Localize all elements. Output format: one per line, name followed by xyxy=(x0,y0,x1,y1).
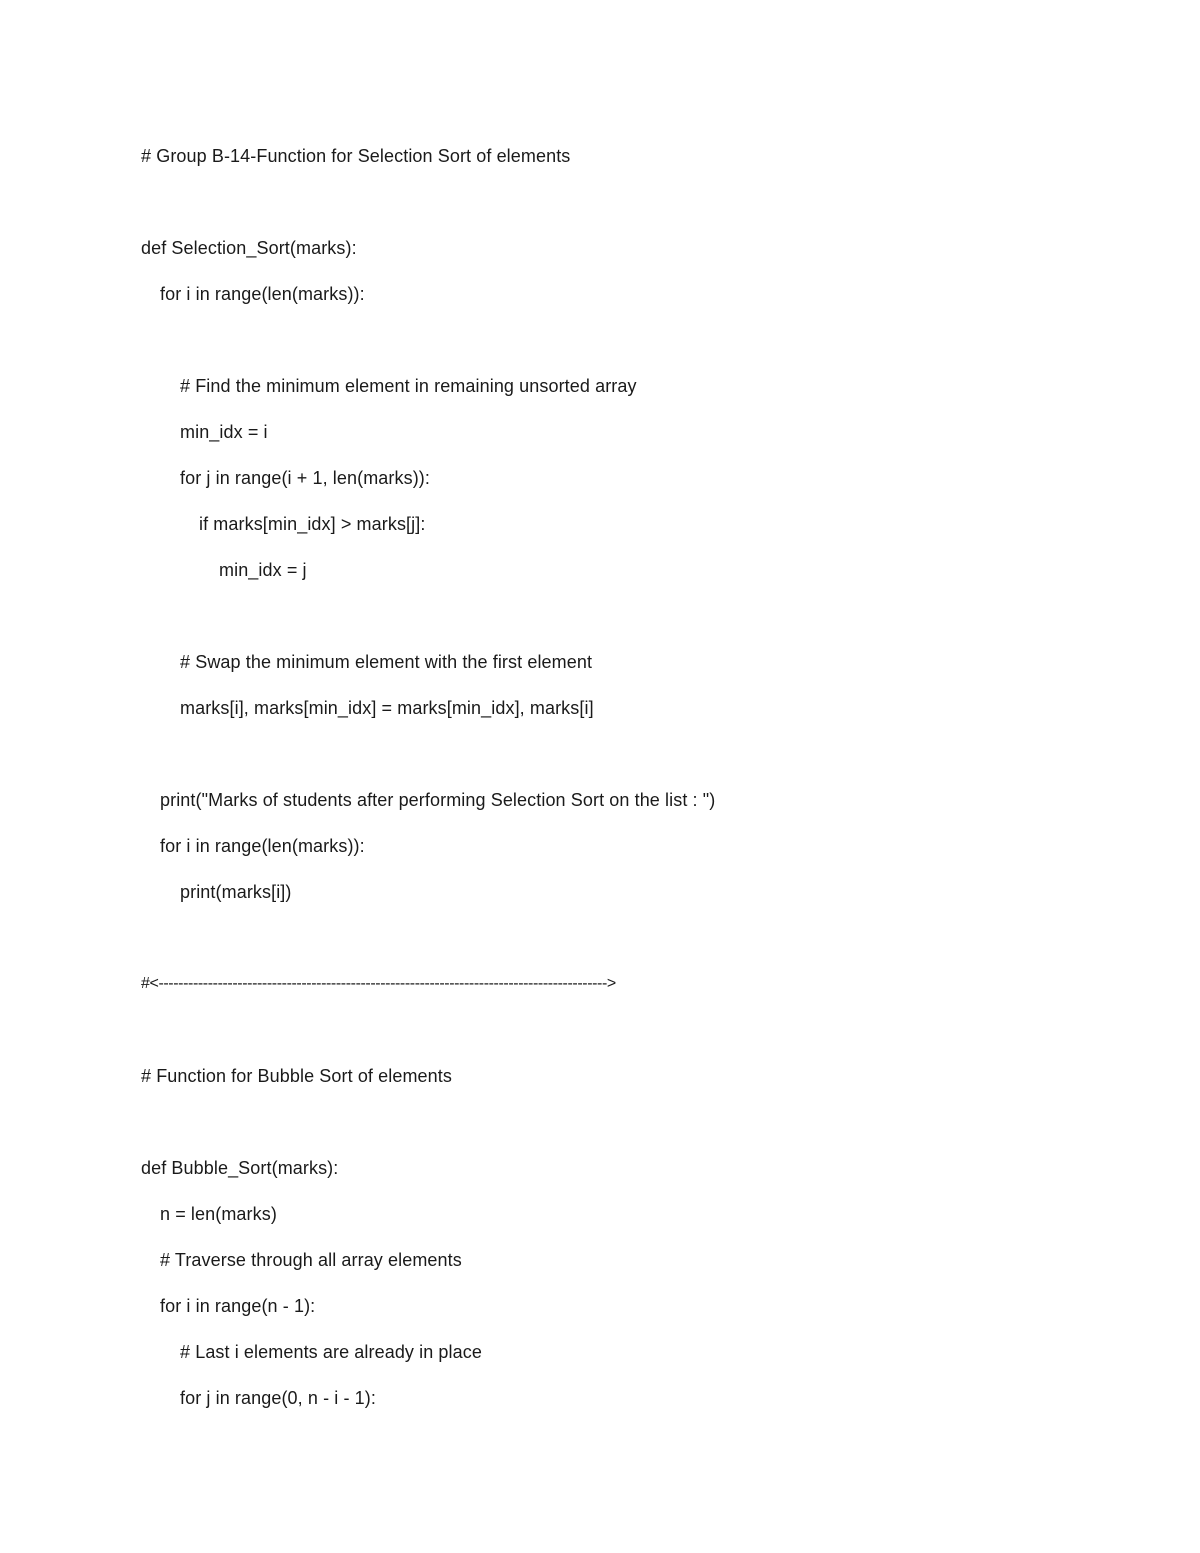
code-comment-line: # Function for Bubble Sort of elements xyxy=(141,1066,452,1086)
code-comment-line: # Last i elements are already in place xyxy=(180,1342,482,1362)
code-line: print(marks[i]) xyxy=(180,882,292,902)
code-line: def Bubble_Sort(marks): xyxy=(141,1158,339,1178)
code-line: for i in range(len(marks)): xyxy=(160,284,365,304)
code-comment-line: # Find the minimum element in remaining unsorted array xyxy=(180,376,637,396)
code-line: marks[i], marks[min_idx] = marks[min_idx], marks[i] xyxy=(180,698,594,718)
code-line: for j in range(0, n - i - 1): xyxy=(180,1388,376,1408)
code-line: n = len(marks) xyxy=(160,1204,277,1224)
code-line: min_idx = i xyxy=(180,422,268,442)
code-line: if marks[min_idx] > marks[j]: xyxy=(199,514,426,534)
code-line: def Selection_Sort(marks): xyxy=(141,238,357,258)
separator-line: #<-------------------------------------------------------------------------------------------> xyxy=(141,975,616,992)
code-comment-line: # Swap the minimum element with the first element xyxy=(180,652,593,672)
code-line: for i in range(len(marks)): xyxy=(160,836,365,856)
code-comment-line: # Traverse through all array elements xyxy=(160,1250,462,1270)
code-line: for j in range(i + 1, len(marks)): xyxy=(180,468,430,488)
code-line: for i in range(n - 1): xyxy=(160,1296,316,1316)
code-line: min_idx = j xyxy=(219,560,307,580)
code-comment-line: # Group B-14-Function for Selection Sort of elements xyxy=(141,146,571,166)
code-line: print("Marks of students after performing Selection Sort on the list : ") xyxy=(160,790,716,810)
